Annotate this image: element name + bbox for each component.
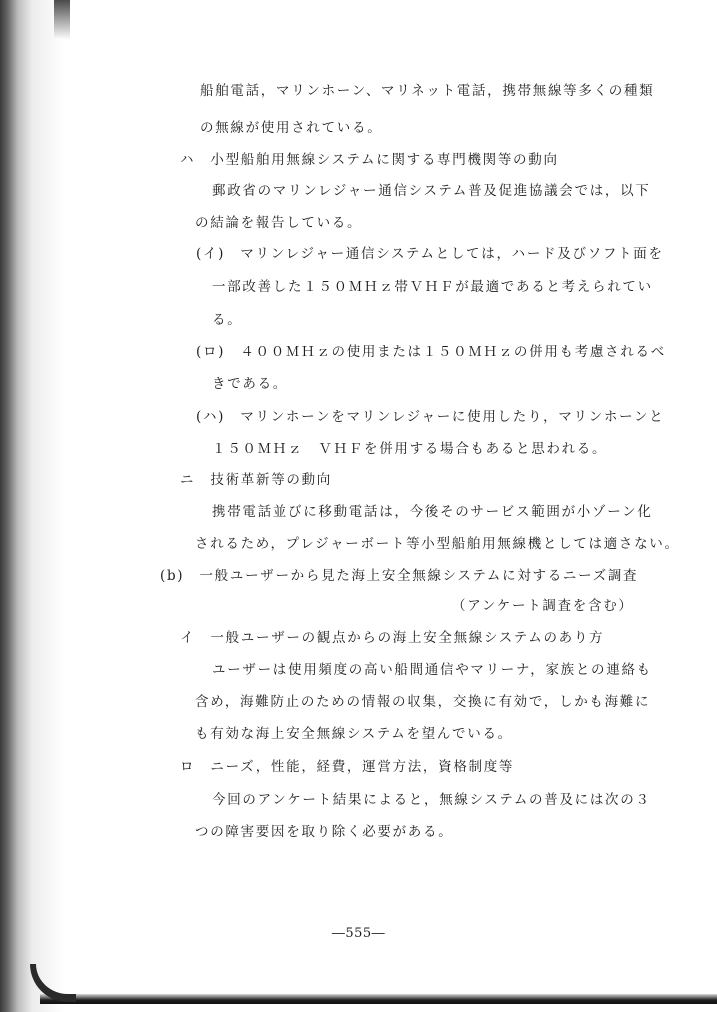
text-line: されるため，プレジャーボート等小型船舶用無線機としては適さない。 bbox=[195, 536, 680, 552]
text-line: 一部改善した１５０ＭＨｚ帯ＶＨＦが最適であると考えられてい bbox=[212, 279, 653, 295]
list-item-i: (イ) マリンレジャー通信システムとしては，ハード及びソフト面を bbox=[196, 246, 664, 262]
text-line: の無線が使用されている。 bbox=[200, 120, 383, 136]
text-line: 郵政省のマリンレジャー通信システム普及促進協議会では，以下 bbox=[212, 183, 651, 199]
text-line: ユーザーは使用頻度の高い船間通信やマリーナ，家族との連絡も bbox=[212, 662, 652, 678]
section-heading-ni: ニ 技術革新等の動向 bbox=[180, 472, 332, 488]
text-line: きである。 bbox=[212, 376, 288, 392]
text-line: 含め，海難防止のための情報の収集，交換に有効で，しかも海難に bbox=[195, 694, 651, 710]
text-line: １５０ＭＨｚ ＶＨＦを併用する場合もあると思われる。 bbox=[212, 441, 608, 457]
section-heading-b: (b) 一般ユーザーから見た海上安全無線システムに対するニーズ調査 bbox=[160, 568, 639, 584]
text-line: 今回のアンケート結果によると，無線システムの普及には次の３ bbox=[212, 792, 651, 808]
text-line: 携帯電話並びに移動電話は，今後そのサービス範囲が小ゾーン化 bbox=[212, 504, 653, 520]
section-heading-ro: ロ ニーズ，性能，経費，運営方法，資格制度等 bbox=[180, 759, 515, 775]
section-heading-i: イ 一般ユーザーの観点からの海上安全無線システムのあり方 bbox=[180, 630, 605, 646]
section-heading-ha: ハ 小型船舶用無線システムに関する専門機関等の動向 bbox=[180, 152, 559, 168]
text-line: 船舶電話，マリンホーン、マリネット電話，携帯無線等多くの種類 bbox=[200, 83, 655, 99]
section-subheading: （アンケート調査を含む） bbox=[452, 598, 634, 614]
text-line: も有効な海上安全無線システムを望んでいる。 bbox=[195, 726, 513, 742]
scan-left-shadow bbox=[0, 0, 64, 1012]
text-line: の結論を報告している。 bbox=[195, 215, 363, 231]
text-line: る。 bbox=[212, 312, 243, 328]
list-item-ha: (ハ) マリンホーンをマリンレジャーに使用したり，マリンホーンと bbox=[196, 409, 665, 425]
page-number: ―555― bbox=[331, 926, 386, 941]
text-line: つの障害要因を取り除く必要がある。 bbox=[195, 824, 454, 840]
scan-top-shadow bbox=[54, 0, 70, 40]
scan-bottom-shadow bbox=[40, 994, 717, 1004]
list-item-ro: (ロ) ４００ＭＨｚの使用または１５０ＭＨｚの併用も考慮されるべ bbox=[196, 344, 666, 360]
